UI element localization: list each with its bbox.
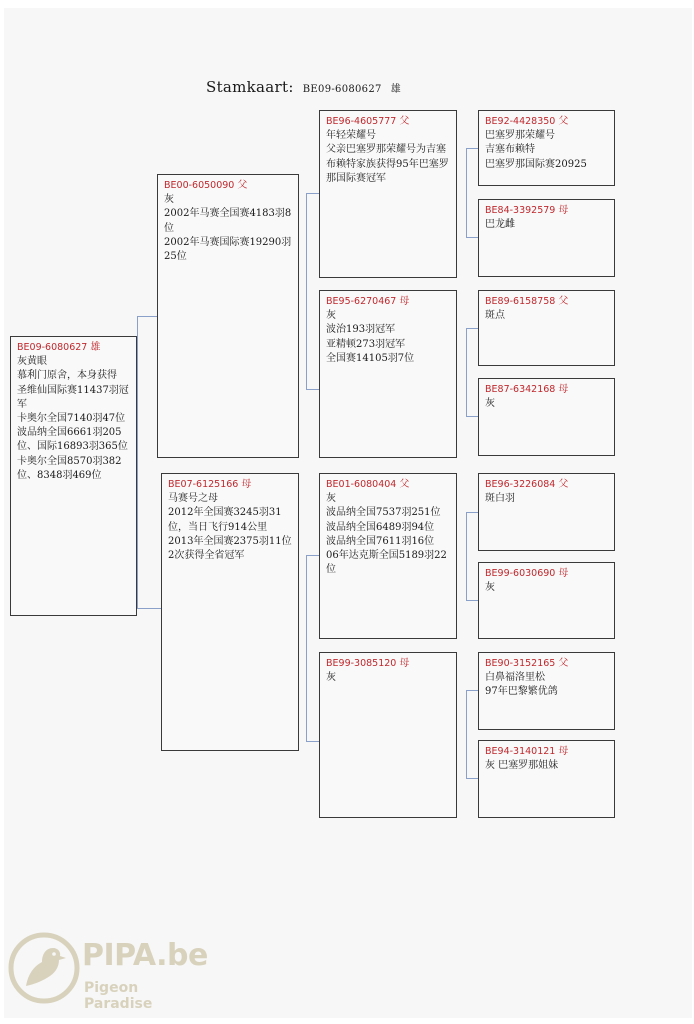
- sex-label: 父: [558, 116, 569, 127]
- sex-label: 父: [237, 180, 248, 191]
- info-line: 全国赛14105羽7位: [326, 352, 415, 364]
- page-title: [206, 78, 401, 96]
- connector-line: [466, 512, 467, 600]
- info-line: 波治193羽冠军: [326, 324, 396, 336]
- sex-label: 母: [558, 746, 569, 757]
- sire-sire-sire-card: [478, 110, 615, 186]
- info-line: 2013年全国赛2375羽11位: [168, 535, 292, 547]
- dam-dam-dam-card: [478, 740, 615, 818]
- connector-line: [137, 316, 138, 608]
- pigeon-logo-icon: [8, 930, 80, 1006]
- dam-dam-sire-card: [478, 652, 615, 730]
- ring-number: BE00-6050090: [164, 180, 235, 191]
- ring-number: BE01-6080404: [326, 479, 397, 490]
- ring-number: BE92-4428350: [485, 116, 556, 127]
- info-line: 灰: [485, 398, 495, 410]
- sire-sire-dam-card: [478, 199, 615, 277]
- info-line: 97年巴黎繁优鸽: [485, 686, 558, 698]
- ring-number: BE87-6342168: [485, 384, 556, 395]
- subject-card: [10, 336, 137, 616]
- info-line: 慕利门原舍，本身获得: [17, 370, 117, 382]
- ring-number: BE95-6270467: [326, 296, 397, 307]
- info-line: 父亲巴塞罗那荣耀号为吉塞布赖特家族获得95年巴塞罗那国际赛冠军: [326, 144, 449, 184]
- info-line: 卡奥尔全国7140羽47位: [17, 412, 126, 424]
- sex-label: 父: [558, 296, 569, 307]
- title-sex: 雄: [390, 84, 402, 95]
- info-line: 白鼻福洛里松: [485, 672, 545, 684]
- sex-label: 母: [241, 479, 252, 490]
- info-line: 2002年马赛国际赛19290羽25位: [164, 236, 292, 262]
- info-line: 2012年全国赛3245羽31位，当日飞行914公里: [168, 507, 282, 533]
- info-line: 巴塞罗那国际赛20925: [485, 158, 587, 170]
- ring-number: BE96-4605777: [326, 116, 397, 127]
- ring-number: BE90-3152165: [485, 658, 556, 669]
- sire-dam-dam-card: [478, 378, 615, 456]
- connector-line: [466, 778, 478, 779]
- info-line: 灰: [485, 582, 495, 594]
- info-line: 亚精顿273羽冠军: [326, 338, 406, 350]
- connector-line: [466, 237, 478, 238]
- ring-number: BE94-3140121: [485, 746, 556, 757]
- connector-line: [466, 416, 478, 417]
- sire-card: [157, 174, 299, 458]
- info-line: 卡奥尔全国8570羽382位、8348羽469位: [17, 455, 122, 481]
- dam-sire-card: [319, 473, 457, 639]
- sex-label: 母: [558, 205, 569, 216]
- sex-label: 母: [399, 658, 410, 669]
- sire-sire-card: [319, 110, 457, 278]
- sex-label: 父: [399, 479, 410, 490]
- connector-line: [466, 512, 478, 513]
- title-ring-number: BE09-6080627: [302, 84, 382, 95]
- connector-line: [466, 148, 478, 149]
- connector-line: [306, 741, 319, 742]
- connector-line: [466, 690, 467, 778]
- connector-line: [306, 193, 319, 194]
- ring-number: BE84-3392579: [485, 205, 556, 216]
- info-line: 巴龙雌: [485, 219, 515, 231]
- ring-number: BE99-3085120: [326, 658, 397, 669]
- connector-line: [137, 608, 161, 609]
- sex-label: 母: [558, 568, 569, 579]
- dam-sire-sire-card: [478, 473, 615, 551]
- connector-line: [306, 389, 319, 390]
- connector-line: [466, 600, 478, 601]
- info-line: 灰黄眼: [17, 356, 47, 368]
- connector-line: [306, 555, 319, 556]
- sex-label: 父: [558, 479, 569, 490]
- ring-number: BE89-6158758: [485, 296, 556, 307]
- info-line: 2002年马赛全国赛4183羽8位: [164, 208, 292, 234]
- info-line: 06年达克斯全国5189羽22位: [326, 549, 447, 576]
- sex-label: 母: [558, 384, 569, 395]
- info-line: 波品纳全国7537羽251位: [326, 507, 441, 519]
- info-line: 年轻荣耀号: [326, 130, 376, 142]
- ring-number: BE09-6080627: [17, 342, 88, 353]
- info-line: 灰: [326, 310, 336, 322]
- connector-line: [306, 193, 307, 389]
- info-line: 2次获得全省冠军: [168, 549, 245, 561]
- info-line: 灰: [326, 672, 336, 684]
- connector-line: [306, 555, 307, 741]
- connector-line: [466, 148, 467, 237]
- connector-line: [466, 690, 478, 691]
- ring-number: BE07-6125166: [168, 479, 239, 490]
- info-line: 圣维仙国际赛11437羽冠军: [17, 384, 129, 410]
- info-line: 波品纳全国6489羽94位: [326, 521, 435, 533]
- sire-dam-sire-card: [478, 290, 615, 366]
- dam-sire-dam-card: [478, 562, 615, 639]
- info-line: 灰: [326, 493, 336, 505]
- logo-name: PIPA.be: [82, 938, 208, 973]
- ring-number: BE96-3226084: [485, 479, 556, 490]
- sex-label: 父: [399, 116, 410, 127]
- dam-card: [161, 473, 299, 751]
- sire-dam-card: [319, 290, 457, 458]
- info-line: 灰: [164, 194, 174, 206]
- info-line: 斑白羽: [485, 493, 515, 505]
- info-line: 波品纳全国6661羽205位、国际16893羽365位: [17, 427, 128, 453]
- logo-tagline: Pigeon Paradise: [84, 980, 153, 1012]
- connector-line: [466, 328, 478, 329]
- info-line: 波品纳全国7611羽16位: [326, 535, 435, 547]
- info-line: 巴塞罗那荣耀号: [485, 130, 555, 142]
- sex-label: 雄: [90, 342, 101, 353]
- connector-line: [137, 316, 157, 317]
- info-line: 灰 巴塞罗那姐妹: [485, 760, 559, 772]
- title-label: Stamkaart:: [206, 78, 294, 96]
- connector-line: [466, 328, 467, 416]
- dam-dam-card: [319, 652, 457, 818]
- info-line: 马赛号之母: [168, 493, 218, 505]
- pipa-watermark-logo: [8, 930, 208, 1010]
- sex-label: 母: [399, 296, 410, 307]
- info-line: 斑点: [485, 310, 505, 322]
- info-line: 吉塞布赖特: [485, 144, 535, 156]
- ring-number: BE99-6030690: [485, 568, 556, 579]
- sex-label: 父: [558, 658, 569, 669]
